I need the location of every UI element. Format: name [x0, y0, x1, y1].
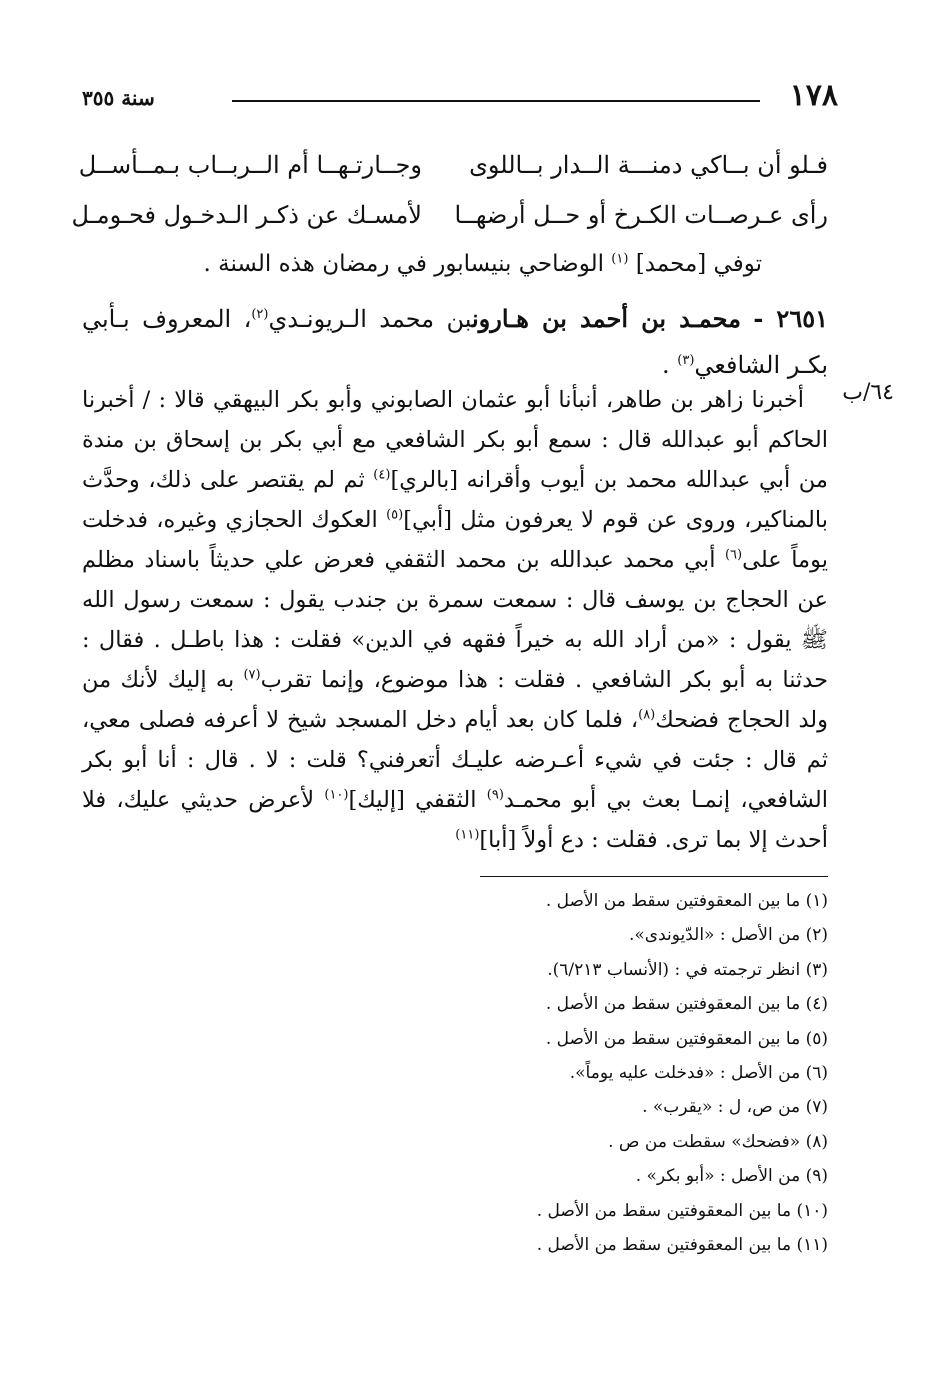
- death-note: [82, 244, 762, 284]
- entry-text: ، المعروف بـأبي بكـر الشافعي: [82, 305, 828, 379]
- running-head: سنة ٣٥٥: [82, 86, 155, 110]
- footnote-separator: [480, 876, 828, 877]
- poem-verse: [78, 140, 828, 190]
- poem-second-hemistich: وجــارتـهــا أم الــربــاب بـمــأســل: [78, 151, 422, 179]
- page-number: ١٧٨: [789, 78, 838, 113]
- body-segment: العكوك الحجازي وغيره، فدخلت يوماً على: [82, 507, 828, 573]
- footnote: (٨) «فضحك» سقطت من ص .: [608, 1131, 828, 1152]
- footnote-ref: (٨): [638, 707, 656, 723]
- footnote: (٣) انظر ترجمته في : (الأنساب ٦/٢١٣).: [547, 959, 828, 980]
- footnote: (١) ما بين المعقوفتين سقط من الأصل .: [545, 891, 828, 911]
- footnote-ref: (٢): [251, 307, 269, 322]
- header-rule: [232, 100, 760, 102]
- manuscript-folio-marker: ٦٤/ب: [842, 380, 894, 405]
- entry-number: ٢٦٥١ -: [753, 304, 828, 333]
- footnote-ref: (١): [611, 251, 629, 267]
- body-segment: لأعرض حديثي عليك، فلا أحدث إلا بما ترى. فقلت : دع أولاً [أبا]: [82, 787, 828, 853]
- footnote-ref: (٧): [243, 667, 261, 683]
- death-note-text: الوضاحي بنيسابور في رمضان هذه السنة .: [203, 251, 604, 277]
- footnote: (١٠) ما بين المعقوفتين سقط من الأصل .: [536, 1200, 828, 1221]
- death-note-text: توفي [محمد]: [635, 251, 762, 277]
- body-segment: ثم لم يقتصر على ذلك، وحدَّث بالمناكير، وروى عن قوم لا يعرفون مثل [أبي]: [82, 467, 828, 533]
- poem: [71, 140, 828, 240]
- entry-name: محمـد بن أحمد بن هـارون: [472, 304, 741, 333]
- footnote-ref: (٩): [486, 787, 504, 803]
- poem-first-hemistich: فـلو أن بــاكي دمنـــة الــدار بــاللوى: [469, 151, 828, 179]
- footnote-ref: (١٠): [324, 787, 349, 803]
- footnote-ref: (٤): [373, 467, 391, 483]
- body-segment: الثقفي [إليك]: [348, 787, 487, 813]
- entry-heading: [82, 296, 828, 388]
- footnote: (٢) من الأصل : «الدّيوندى».: [628, 925, 828, 946]
- poem-second-hemistich: لأمسـك عن ذكـر الـدخـول فحـومـل: [71, 201, 422, 229]
- footnote: (٤) ما بين المعقوفتين سقط من الأصل .: [545, 994, 828, 1015]
- footnote: (٦) من الأصل : «فدخلت عليه يوماً».: [569, 1062, 828, 1083]
- footnote-ref: (٥): [386, 507, 404, 523]
- body-text: [82, 380, 828, 860]
- body-segment: أبي محمد عبدالله بن محمد الثقفي فعرض علي حديثاً باسناد مظلم عن الحجاج بن يوسف قال : سمعت سمرة بن جندب يقول : سمعت رسول الله ﷺ يقول : «من أراد الله به خيراً فقهه في الدين» فقلت : هذا باطـل . فقال : حدثنا به أبو بكر الشافعي . فقلت : هذا موضوع، وإنما تقرب: [82, 547, 828, 693]
- body-segment: به إليك لأنك من ولد الحجاج فضحك: [82, 667, 829, 733]
- footnote-ref: (٣): [677, 353, 695, 368]
- entry-text: بن محمد الـريونـدي: [268, 305, 472, 333]
- footnote: (١١) ما بين المعقوفتين سقط من الأصل .: [536, 1234, 828, 1255]
- poem-verse: [71, 190, 828, 240]
- footnote-ref: (١١): [455, 827, 480, 843]
- entry-text: .: [662, 351, 678, 379]
- footnote: (٩) من الأصل : «أبو بكر» .: [635, 1166, 828, 1187]
- footnote-ref: (٦): [724, 547, 743, 563]
- footnote: (٥) ما بين المعقوفتين سقط من الأصل .: [545, 1028, 828, 1049]
- body-segment: أخبرنا زاهر بن طاهر، أنبأنا أبو عثمان الصابوني وأبو بكر البيهقي قالا : / أخبرنا الحاكم أبو عبدالله قال : سمع أبو بكر الشافعي مع أبي بكر بن إسحاق بن مندة من أبي عبدالله محمد بن أيوب وأقرانه [بالري]: [82, 387, 828, 493]
- body-segment: ، فلما كان بعد أيام دخل المسجد شيخ لا أعرفه فصلى معي، ثم قال : جئت في شيء أعـرضه عليـك أتعرفني؟ قلت : لا . قال : أنا أبو بكر الشافعي، إنمـا بعث بي أبو محمـد: [82, 707, 828, 813]
- body-paragraph: [82, 380, 828, 860]
- footnotes: [82, 884, 828, 1262]
- page-header: [82, 78, 838, 118]
- footnote: (٧) من ص، ل : «يقرب» .: [642, 1097, 828, 1118]
- poem-first-hemistich: رأى عـرصــات الكـرخ أو حــل أرضهــا: [454, 201, 828, 229]
